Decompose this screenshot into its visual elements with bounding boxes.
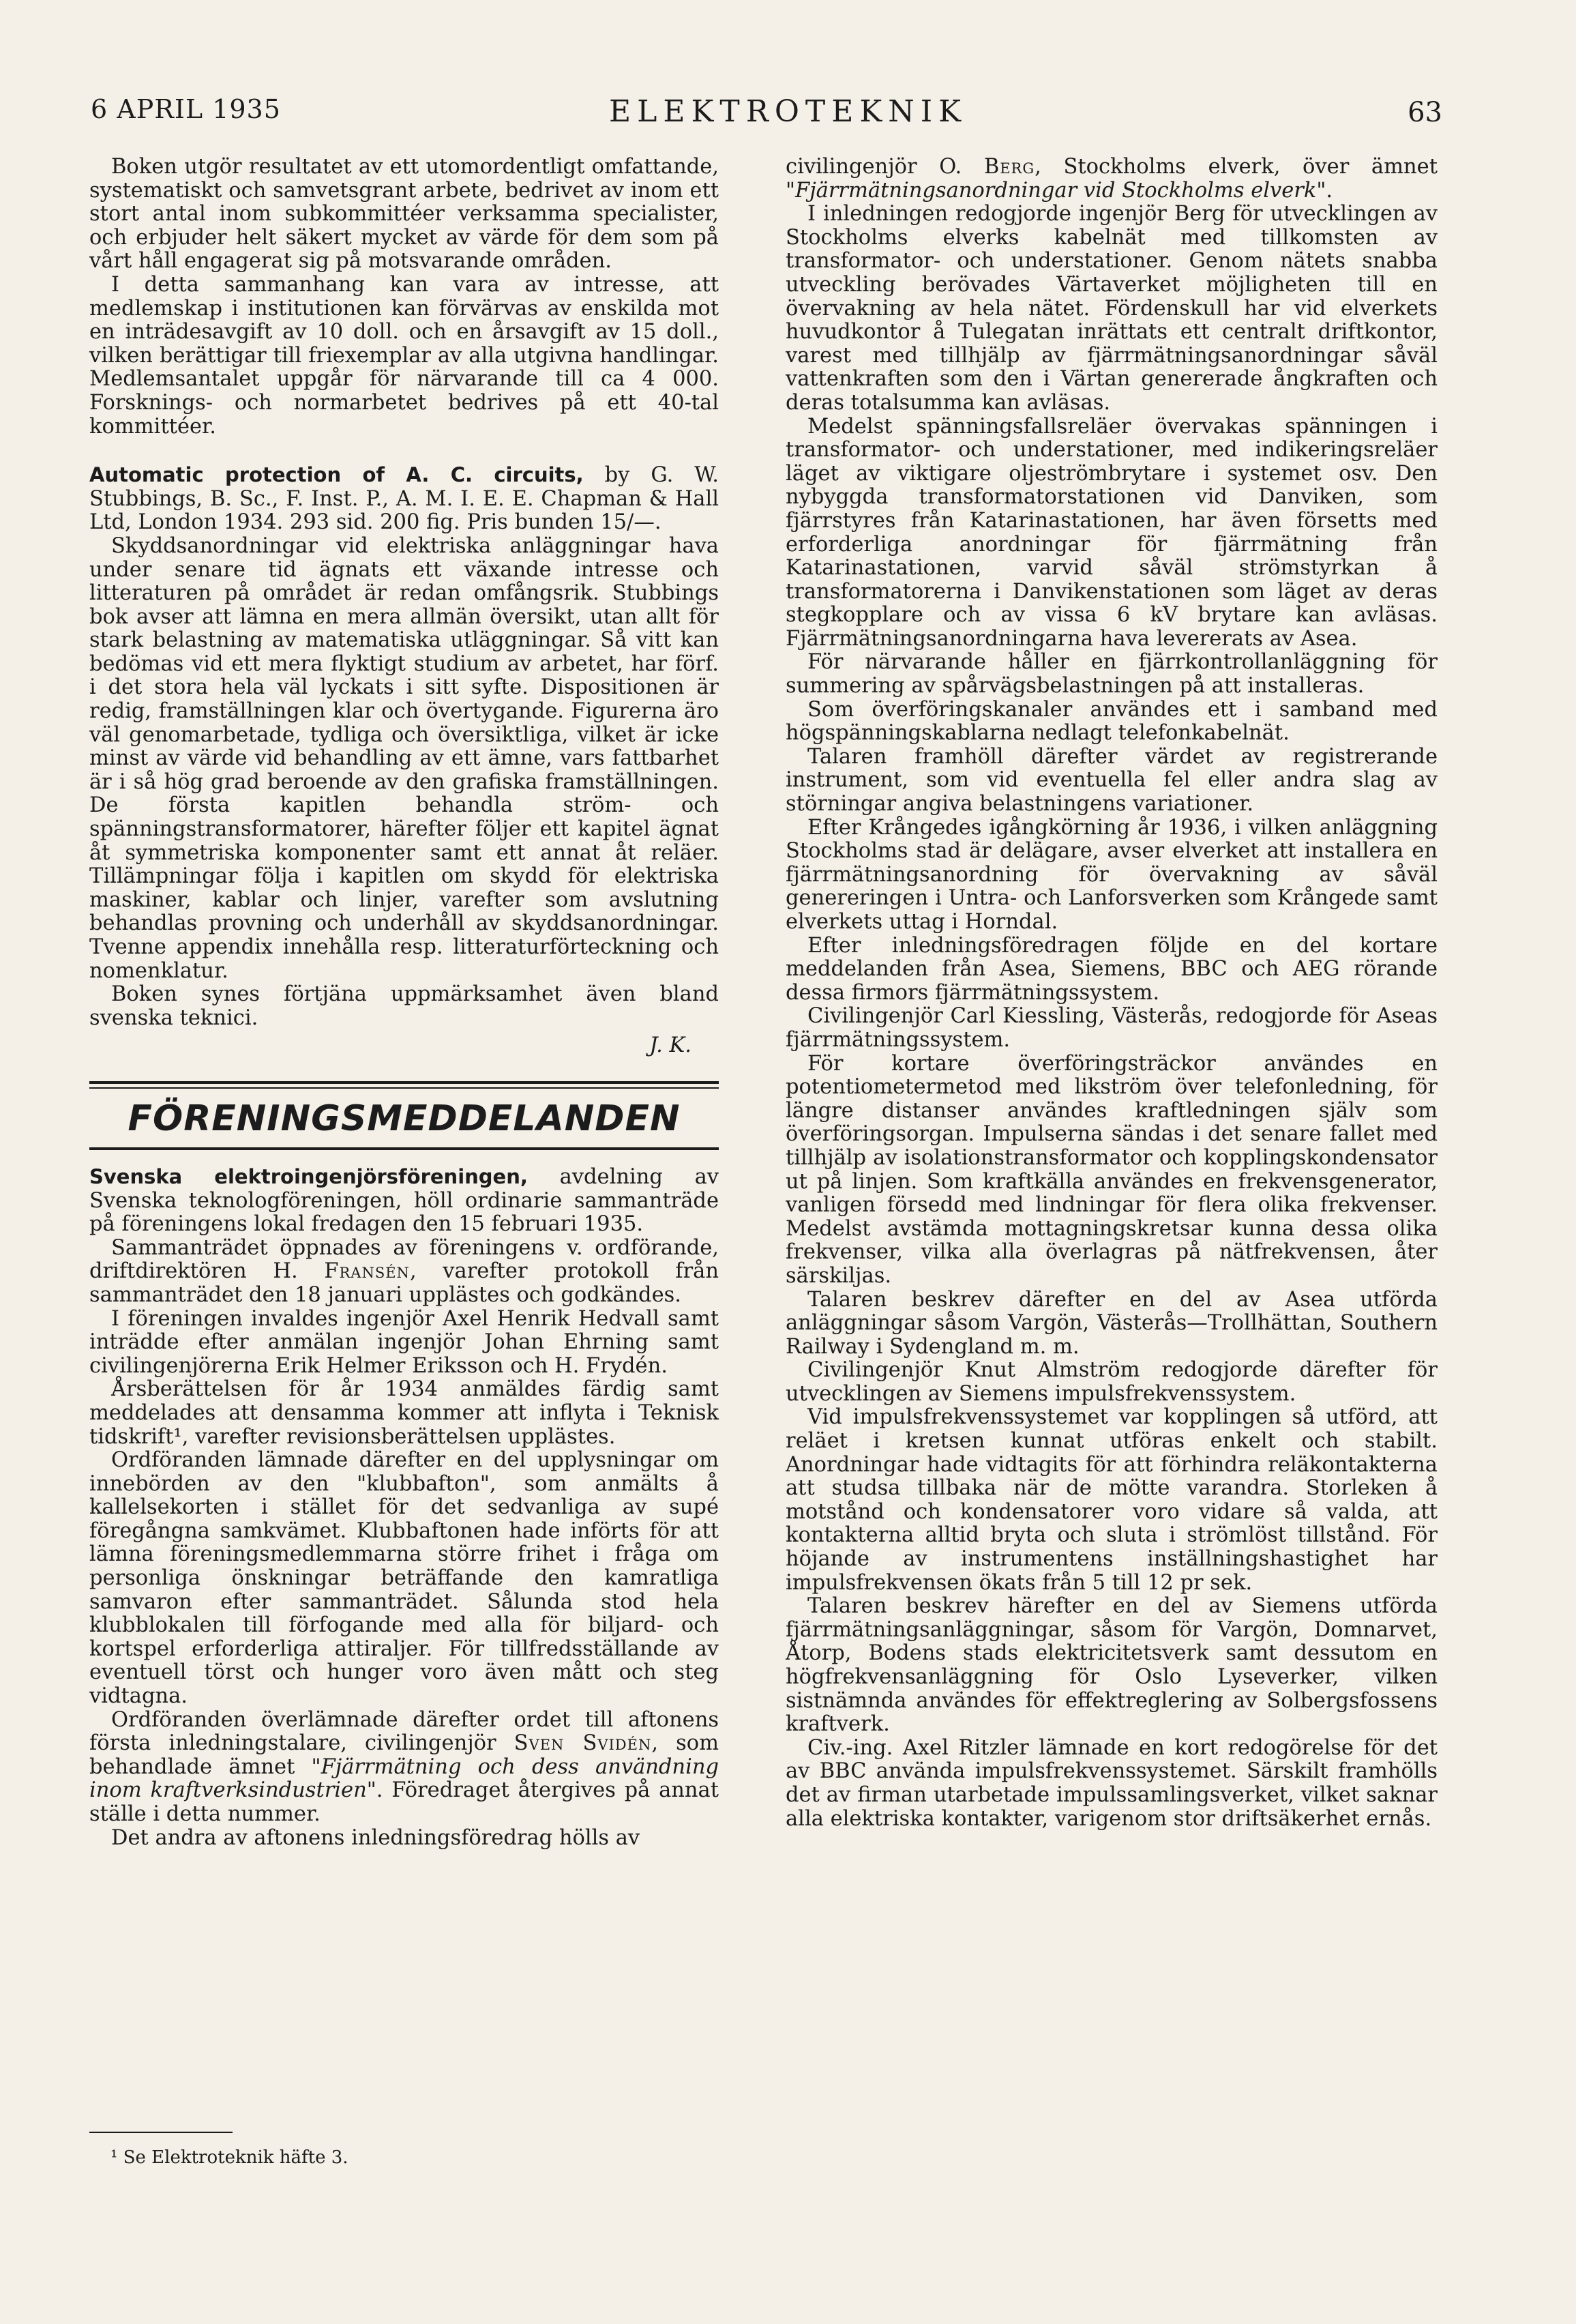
book-details: by G. W. Stubbings, B. Sc., F. Inst. P., A. M. I. E. E. Chapman & Hall Ltd, London 1934. 293 sid. 200 fig. Pris bunden 15/—.: [89, 463, 719, 535]
text: , varefter protokoll från sammanträdet den 18 januari upplästes och godkändes.: [89, 1259, 719, 1307]
paragraph: I detta sammanhang kan vara av intresse, att medlemskap i institutionen kan förvärvas av enskilda mot en inträdesavgift av 10 doll. och en årsavgift av 15 doll., vilken berättigar till friexemplar av alla utgivna handlingar. Medlemsantalet uppgår för närvarande till ca 4 000. Forsknings- och normarbetet bedrives på ett 40-tal kommittéer.: [89, 272, 719, 439]
spacer: [89, 439, 719, 463]
paragraph: För kortare överföringsträckor användes en potentiometermetod med likström över telefonledning, för längre distanser användes kraftledningen själv som överföringsorgan. Impulserna sändas i det senare fallet med tillhjälp av isolationstransformator och kopplingskondensator ut på linjen. Som kraftkälla användes en frekvensgenerator, vanligen försedd med lindningar för flera olika frekvenser. Medelst avstämda mottagningskretsar kunna dessa olika frekvenser, vilka alla överlagras på nätfrekvensen, åter särskiljas.: [786, 1051, 1438, 1288]
society-name: Svenska elektroingenjörsföreningen,: [89, 1164, 528, 1188]
page-number: 63: [1408, 97, 1442, 128]
text: . Föredraget återgives på annat ställe i detta nummer.: [89, 1778, 719, 1826]
paragraph: Talaren beskrev härefter en del av Siemens utförda fjärrmätningsanläggningar, såsom för Vargön, Domnarvet, Åtorp, Bodens stads elektricitetsverk samt dessutom en högfrekvensanläggning för Oslo Lyseverker, vilken sistnämnda användes för effektreglering av Solbergsfossens kraftverk.: [786, 1594, 1438, 1737]
paragraph: Boken utgör resultatet av ett utomordentligt omfattande, systematiskt och samvetsgrant arbete, bedrivet av inom ett stort antal inom subkommittéer verksamma specialister, och erbjuder helt säkert mycket av värde för dem som på vårt håll engagerat sig på motsvarande områden.: [89, 155, 719, 274]
right-column: [786, 156, 1438, 1831]
paragraph: Ordföranden lämnade därefter en del upplysningar om innebörden av den "klubbafton", som anmälts å kallelsekorten i stället för det sedvanliga av supé föregångna samkvämet. Klubbaftonen hade införts för att lämna föreningsmedlemmarna större frihet i fråga om personliga önskningar beträffande den kamratliga samvaron efter sammanträdet. Sålunda stod hela klubblokalen till förfogande med alla för biljard- och kortspel erforderliga attiraljer. För tillfredsställande av eventuell törst och hunger voro även mått och steg vidtagna.: [89, 1448, 719, 1709]
paragraph: Skyddsanordningar vid elektriska anläggningar hava under senare tid ägnats ett växande intresse och litteraturen på området är redan omfångsrik. Stubbings bok avser att lämna en mera allmän översikt, utan allt för stark belastning av matematiska utläggningar. Så vitt kan bedömas vid ett mera flyktigt studium av arbetet, har förf. i det stora hela väl lyckats i sitt syfte. Dispositionen är redig, framställningen klar och övertygande. Figurerna äro väl genomarbetade, tydliga och översiktliga, vilket är icke minst av värde vid behandling av ett ämne, vars fattbarhet är i så hög grad beroende av den grafiska framställningen. De första kapitlen behandla ström- och spänningstransformatorer, härefter följer ett kapitel ägnat åt symmetriska komponenter samt ett annat åt reläer. Tillämpningar följa i kapitlen om skydd för elektriska maskiner, kablar och linjer, varefter som avslutning behandlas provning och underhåll av skyddsanordningar. Tvenne appendix innehålla resp. litteraturförteckning och nomenklatur.: [89, 533, 719, 983]
text: Sammanträdet öppnades av föreningens v. ordförande, driftdirektören H.: [89, 1235, 719, 1284]
person-name: Fransén: [324, 1259, 410, 1284]
text: Ordföranden överlämnade därefter ordet till aftonens första inledningstalare, civilingenjör: [89, 1707, 719, 1756]
paragraph: Medelst spänningsfallsreläer övervakas spänningen i transformator- och understationer, med indikeringsreläer läget av viktigare oljeströmbrytare i systemet osv. Den nybyggda transformatorstationen vid Danviken, som fjärrstyres från Katarinastationen, har även försetts med erforderliga anordningar för fjärrmätning från Katarinastationen, varvid såväl strömstyrkan å transformatorerna i Danvikenstationen som läget av deras stegkopplare och av vissa 6 kV brytare kan avläsas. Fjärrmätningsanordningarna hava levererats av Asea.: [786, 414, 1438, 651]
paragraph: I föreningen invaldes ingenjör Axel Henrik Hedvall samt inträdde efter anmälan ingenjör Johan Ehrning samt civilingenjörerna Erik Helmer Eriksson och H. Frydén.: [89, 1306, 719, 1378]
paragraph: Efter inledningsföredragen följde en del kortare meddelanden från Asea, Siemens, BBC och AEG rörande dessa firmors fjärrmätningssystem.: [786, 933, 1438, 1005]
footnote: ¹ Se Elektroteknik häfte 3.: [110, 2147, 348, 2168]
review-signature: J. K.: [649, 1033, 692, 1058]
paragraph: Talaren framhöll därefter värdet av registrerande instrument, som vid eventuella fel eller andra slag av störningar angiva belastningens variationer.: [786, 744, 1438, 817]
paragraph: I inledningen redogjorde ingenjör Berg för utvecklingen av Stockholms elverks kabelnät med tillkomsten av transformator- och understationer. Genom nätets snabba utveckling berövades Värtaverket möjligheten till en övervakning av hela nätet. Fördenskull har vid elverkets huvudkontor å Tulegatan inrättats ett centralt driftkontor, varest med tillhjälp av fjärrmätningsanordningar såväl vattenkraften som den i Värtan genererade ångkraften och deras totalsumma kan avläsas.: [786, 202, 1438, 415]
journal-title: ELEKTROTEKNIK: [609, 94, 967, 129]
text: , Stockholms elverk, över ämnet: [1035, 155, 1438, 179]
lecture-topic: "Fjärrmätning och dess användning inom kraftverksindustrien": [89, 1754, 719, 1803]
paragraph: Vid impulsfrekvenssystemet var kopplingen så utförd, att reläet i kretsen kunnat utföras enkelt och stabilt. Anordningar hade vidtagits för att förhindra reläkontakterna att studsa tillbaka när de mötte varandra. Storleken å motstånd och kondensatorer voro vidare så valda, att kontakterna alltid bryta och sluta i strömlöst tillstånd. För höjande av instrumentens inställningshastighet har impulsfrekvensen ökats från 5 till 12 pr sek.: [786, 1405, 1438, 1595]
text: civilingenjör O.: [786, 155, 984, 179]
paragraph: Talaren beskrev därefter en del av Asea utförda anläggningar såsom Vargön, Västerås—Trollhättan, Southern Railway i Sydengland m. m.: [786, 1287, 1438, 1359]
society-text: avdelning av Svenska teknologföreningen, höll ordinarie sammanträde på föreningens lokal fredagen den 15 februari 1935.: [89, 1164, 719, 1237]
person-name: Sven Svidén: [514, 1731, 652, 1756]
paragraph: Årsberättelsen för år 1934 anmäldes färdig samt meddelades att densamma kommer att inflyta i Teknisk tidskrift¹, varefter revisionsberättelsen upplästes.: [89, 1377, 719, 1449]
issue-date: 6 APRIL 1935: [91, 94, 281, 124]
book-title: Automatic protection of A. C. circuits,: [89, 463, 584, 487]
page-header: [0, 94, 1576, 142]
paragraph: För närvarande håller en fjärrkontrollanläggning för summering av spårvägsbelastningen på att installeras.: [786, 650, 1438, 698]
paragraph: Boken synes förtjäna uppmärksamhet även bland svenska teknici.: [89, 982, 719, 1030]
paragraph: Civilingenjör Carl Kiessling, Västerås, redogjorde för Aseas fjärrmätningssystem.: [786, 1004, 1438, 1052]
paragraph: Som överföringskanaler användes ett i samband med högspänningskablarna nedlagt telefonkabelnät.: [786, 697, 1438, 746]
paragraph: Det andra av aftonens inledningsföredrag hölls av: [111, 1825, 640, 1850]
paragraph: [786, 156, 1438, 203]
section-rule-top: [89, 1081, 719, 1084]
person-name: Berg: [983, 155, 1035, 179]
section-title: FÖRENINGSMEDDELANDEN: [128, 1098, 681, 1139]
section-rule-top-thin: [89, 1087, 719, 1089]
paragraph: [89, 1237, 719, 1308]
book-review-heading: [89, 463, 719, 535]
left-column: [89, 156, 719, 1850]
paragraph: Efter Krångedes igångkörning år 1936, i vilken anläggning Stockholms stad är delägare, avser elverket att installera en fjärrmätningsanordning för övervakning av såväl genereringen i Untra- och Lanforsverken som Krångede samt elverkets uttag i Horndal.: [786, 815, 1438, 934]
paragraph: Civ.-ing. Axel Ritzler lämnade en kort redogörelse för det av BBC använda impulsfrekvenssystemet. Särskilt framhölls det av firman utarbetade impulssamlingsverket, vilket saknar alla elektriska kontakter, varigenom stor driftsäkerhet ernås.: [786, 1735, 1438, 1831]
lecture-topic: "Fjärrmätningsanordningar vid Stockholms elverk": [786, 178, 1326, 203]
paragraph: Civilingenjör Knut Almström redogjorde därefter för utvecklingen av Siemens impulsfrekvenssystem.: [786, 1358, 1438, 1406]
section-rule-under: [89, 1147, 719, 1150]
text: .: [1326, 178, 1333, 203]
text: , som behandlade ämnet: [89, 1731, 719, 1779]
footnote-rule: [89, 2132, 233, 2133]
society-paragraph: [89, 1165, 719, 1237]
paragraph: [89, 1709, 719, 1827]
